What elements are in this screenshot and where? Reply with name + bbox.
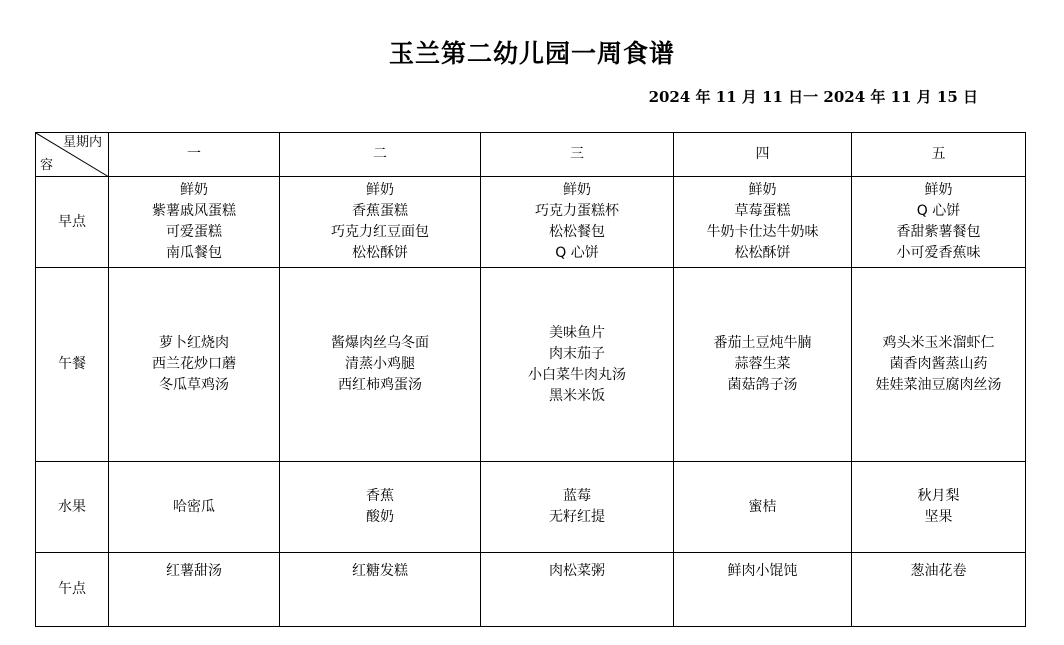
menu-cell xyxy=(481,462,674,553)
menu-item: 蜜桔 xyxy=(748,498,777,515)
menu-cell xyxy=(674,268,852,462)
menu-cell xyxy=(280,553,481,627)
menu-row-snack xyxy=(36,553,1026,627)
menu-cell xyxy=(280,462,481,553)
menu-item: 酸奶 xyxy=(366,509,394,525)
menu-cell xyxy=(852,462,1026,553)
menu-cell xyxy=(852,177,1026,268)
menu-item: 肉松菜粥 xyxy=(549,563,605,579)
menu-row-lunch xyxy=(36,268,1026,462)
menu-item: 美味鱼片 xyxy=(549,324,605,341)
menu-item: 冬瓜草鸡汤 xyxy=(159,377,229,393)
menu-item: 菌菇鸽子汤 xyxy=(727,377,798,393)
menu-item: 蒜蓉生菜 xyxy=(734,356,791,372)
menu-item: 牛奶卡仕达牛奶味 xyxy=(706,224,819,240)
menu-cell xyxy=(852,268,1026,462)
day-header: 五 xyxy=(852,133,1026,177)
menu-item: 菌香肉酱蒸山药 xyxy=(889,356,988,372)
menu-item: 巧克力蛋糕杯 xyxy=(535,203,619,219)
menu-item: 坚果 xyxy=(924,509,953,525)
menu-item: 葱油花卷 xyxy=(910,563,967,579)
menu-item: 鲜奶 xyxy=(748,182,777,198)
menu-item: 秋月梨 xyxy=(917,488,960,504)
row-label: 午餐 xyxy=(36,268,109,462)
menu-item: 小可爱香蕉味 xyxy=(896,245,981,261)
menu-item: 南瓜餐包 xyxy=(166,245,222,261)
corner-cell xyxy=(36,133,109,177)
menu-item: 香蕉 xyxy=(366,488,394,504)
menu-item: Q 心饼 xyxy=(916,203,961,219)
menu-item: 娃娃菜油豆腐肉丝汤 xyxy=(875,377,1002,393)
menu-item: 红糖发糕 xyxy=(352,563,408,579)
menu-item: 紫薯戚风蛋糕 xyxy=(152,203,236,219)
menu-item: 松松餐包 xyxy=(549,224,605,240)
menu-cell xyxy=(852,553,1026,627)
menu-item: 番茄土豆炖牛腩 xyxy=(713,335,812,351)
menu-item: 鸡头米玉米溜虾仁 xyxy=(882,335,995,351)
menu-item: 香甜紫薯餐包 xyxy=(896,224,981,240)
corner-top-label: 星期内 xyxy=(62,135,102,150)
menu-item: 鲜奶 xyxy=(366,182,394,198)
menu-item: 松松酥饼 xyxy=(352,245,408,261)
menu-item: Q 心饼 xyxy=(555,245,599,261)
menu-row-breakfast xyxy=(36,177,1026,268)
header-row xyxy=(36,133,1026,177)
menu-item: 巧克力红豆面包 xyxy=(331,224,429,240)
menu-item: 鲜奶 xyxy=(563,182,591,198)
menu-item: 酱爆肉丝乌冬面 xyxy=(331,335,429,351)
menu-item: 香蕉蛋糕 xyxy=(352,203,408,219)
corner-bottom-label: 容 xyxy=(40,158,54,173)
menu-item: 可爱蛋糕 xyxy=(166,224,222,240)
menu-item: 萝卜红烧肉 xyxy=(159,335,229,351)
menu-table xyxy=(35,132,1026,627)
menu-item: 清蒸小鸡腿 xyxy=(345,356,415,372)
menu-cell xyxy=(674,462,852,553)
menu-cell xyxy=(674,177,852,268)
menu-cell xyxy=(109,462,280,553)
menu-row-fruit xyxy=(36,462,1026,553)
menu-item: 鲜奶 xyxy=(924,182,953,198)
menu-cell xyxy=(280,177,481,268)
menu-item: 蓝莓 xyxy=(563,488,591,504)
menu-cell xyxy=(674,553,852,627)
day-header: 二 xyxy=(280,133,481,177)
date-range: 2024 年 11 月 11 日一 2024 年 11 月 15 日 xyxy=(648,88,978,106)
menu-cell xyxy=(109,177,280,268)
row-label: 水果 xyxy=(36,462,109,553)
menu-item: 肉末茄子 xyxy=(549,345,605,362)
menu-item: 草莓蛋糕 xyxy=(734,203,791,219)
menu-item: 西红柿鸡蛋汤 xyxy=(338,377,422,393)
day-header: 一 xyxy=(109,133,280,177)
day-header: 四 xyxy=(674,133,852,177)
day-header: 三 xyxy=(481,133,674,177)
menu-cell xyxy=(109,268,280,462)
menu-item: 哈密瓜 xyxy=(173,498,215,515)
menu-item: 西兰花炒口蘑 xyxy=(152,356,236,372)
menu-item: 小白菜牛肉丸汤 xyxy=(528,366,626,383)
menu-item: 红薯甜汤 xyxy=(166,563,222,579)
row-label: 早点 xyxy=(36,177,109,268)
menu-item: 黑米米饭 xyxy=(549,387,605,404)
menu-cell xyxy=(481,553,674,627)
menu-item: 松松酥饼 xyxy=(734,245,791,261)
menu-cell xyxy=(280,268,481,462)
page-title: 玉兰第二幼儿园一周食谱 xyxy=(388,39,675,68)
menu-cell xyxy=(481,268,674,462)
menu-item: 鲜奶 xyxy=(180,182,208,198)
menu-item: 无籽红提 xyxy=(549,509,605,525)
menu-cell xyxy=(481,177,674,268)
row-label: 午点 xyxy=(36,553,109,627)
menu-item: 鲜肉小馄饨 xyxy=(727,563,798,579)
menu-cell xyxy=(109,553,280,627)
